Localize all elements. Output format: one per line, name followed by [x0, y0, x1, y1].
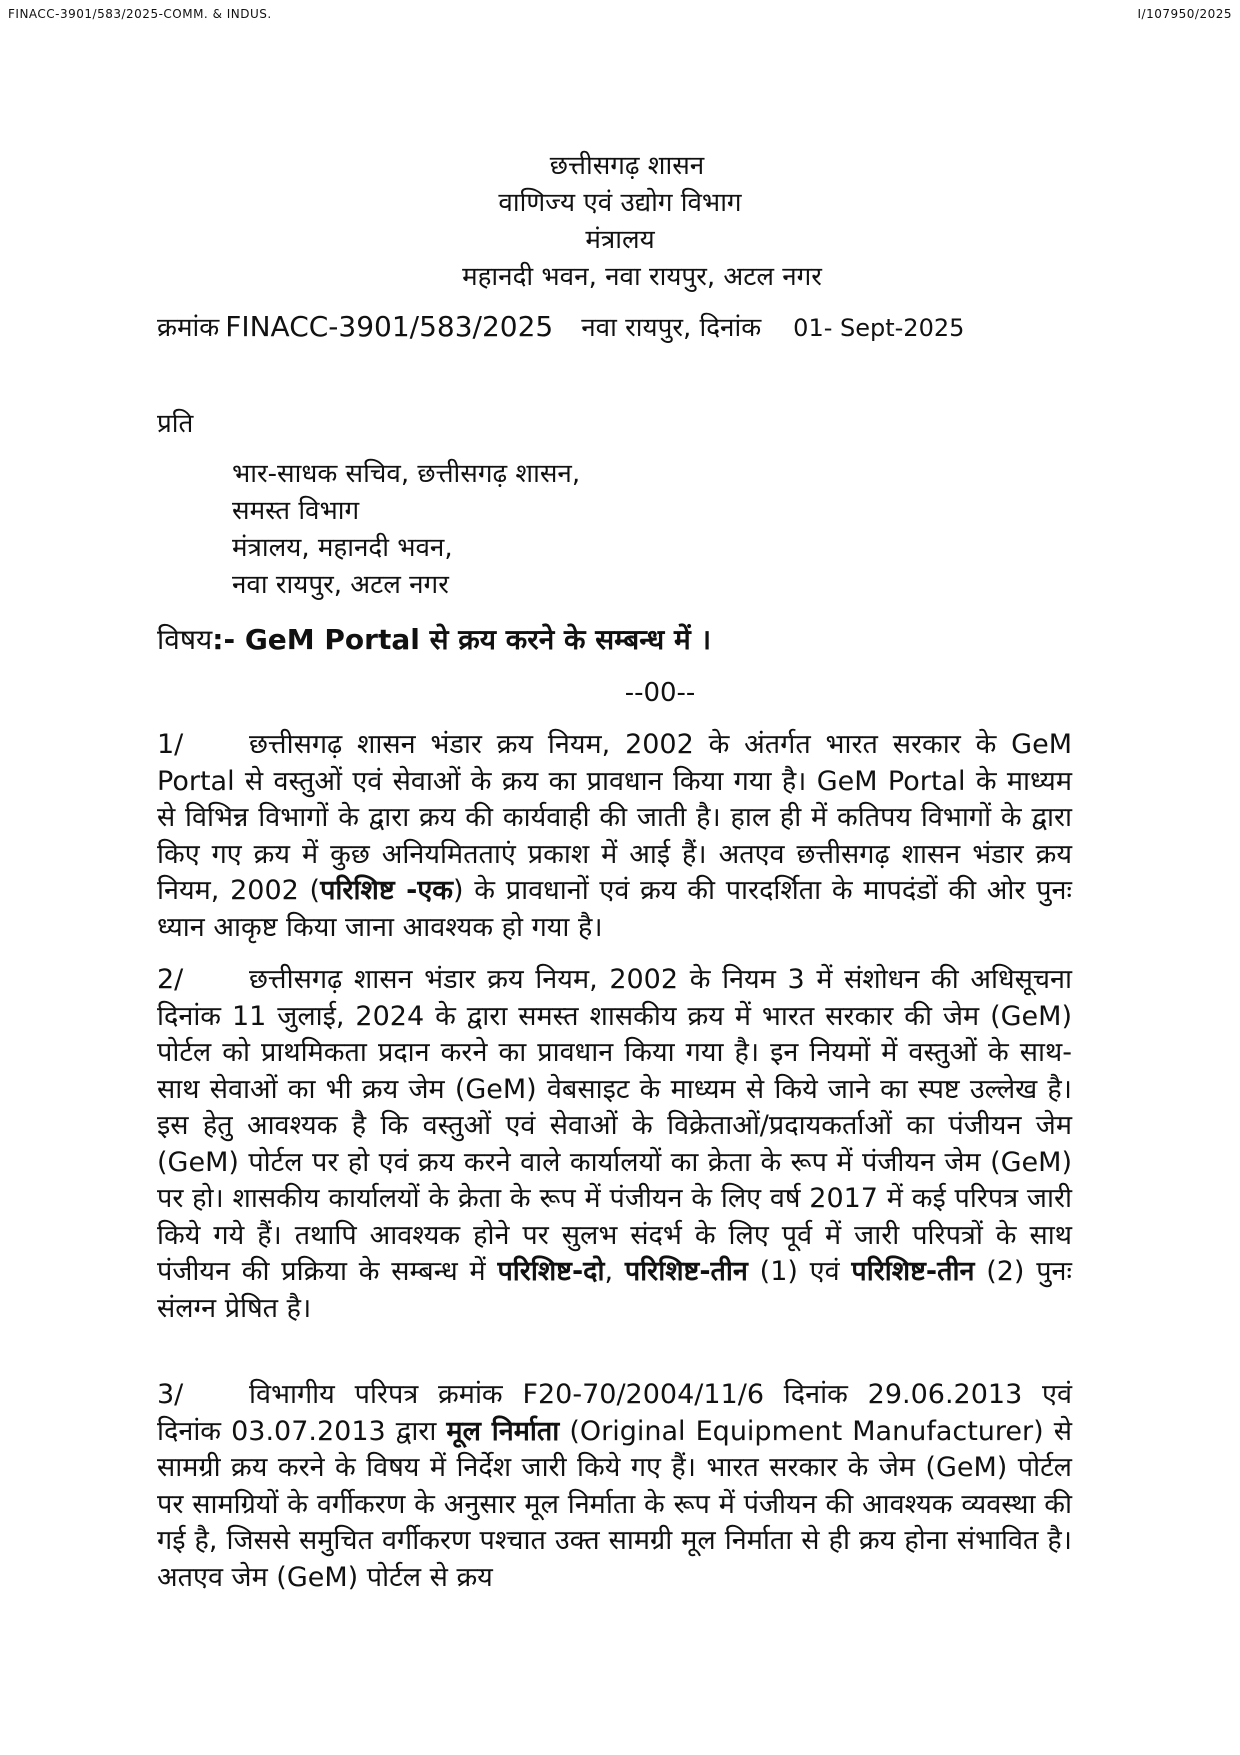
paragraph-number: 1/	[157, 729, 184, 760]
reference-line	[157, 308, 964, 344]
file-reference-right: I/107950/2025	[1137, 7, 1232, 21]
letter-date: 01- Sept-2025	[793, 314, 965, 342]
paragraph-3	[157, 1377, 1072, 1596]
subject-text: :- GeM Portal से क्रय करने के सम्बन्ध में ।	[212, 623, 712, 656]
paragraph-text: छत्तीसगढ़ शासन भंडार क्रय नियम, 2002 के अंतर्गत भारत सरकार के GeM Portal से वस्तुओं एवं सेवाओं के क्रय का प्रावधान किया गया है। GeM Portal के माध्यम से विभिन्न विभागों के द्वारा क्रय की कार्यवाही की जाती है। हाल ही में कतिपय विभागों के द्वारा किए गए क्रय में कुछ अनियमितताएं प्रकाश में आई हैं। अतएव छत्तीसगढ़ शासन भंडार क्रय नियम, 2002 (	[157, 729, 1072, 906]
paragraph-text: (1) एवं	[747, 1256, 852, 1287]
paragraph-2	[157, 962, 1072, 1327]
paragraph-text: ,	[604, 1256, 625, 1287]
annexure-reference: परिशिष्ट-तीन	[851, 1256, 975, 1287]
heading-address: महानदी भवन, नवा रायपुर, अटल नगर	[462, 262, 822, 292]
subject-label: विषय	[157, 623, 213, 656]
paragraph-text: (Original Equipment Manufacturer) से सामग्री क्रय करने के विषय में निर्देश जारी किये गए हैं। भारत सरकार के जेम (GeM) पोर्टल पर सामग्रियों के वर्गीकरण के अनुसार मूल निर्माता के रूप में पंजीयन की आवश्यक व्यवस्था की गई है, जिससे समुचित वर्गीकरण पश्चात उक्त सामग्री मूल निर्माता से ही क्रय होना संभावित है। अतएव जेम (GeM) पोर्टल से क्रय	[157, 1415, 1073, 1593]
recipient-address	[232, 456, 580, 604]
annexure-reference: परिशिष्ट-तीन	[624, 1256, 748, 1287]
paragraph-text: (2) पुनः संलग्न प्रेषित है।	[157, 1256, 1072, 1324]
file-reference-left: FINACC-3901/583/2025-COMM. & INDUS.	[8, 7, 272, 21]
annexure-reference: परिशिष्ट -एक	[320, 875, 454, 906]
paragraph-1	[157, 727, 1072, 946]
separator: --00--	[624, 678, 696, 708]
address-line: नवा रायपुर, अटल नगर	[232, 570, 449, 600]
heading-ministry: मंत्रालय	[585, 225, 655, 255]
paragraph-text: विभागीय परिपत्र क्रमांक F20-70/2004/11/6 दिनांक 29.06.2013 एवं दिनांक 03.07.2013 द्वारा	[157, 1379, 1072, 1447]
subject-line	[157, 620, 711, 658]
paragraph-number: 2/	[157, 964, 184, 995]
paragraph-number: 3/	[157, 1379, 184, 1410]
address-line: भार-साधक सचिव, छत्तीसगढ़ शासन,	[232, 459, 581, 489]
paragraph-text: छत्तीसगढ़ शासन भंडार क्रय नियम, 2002 के नियम 3 में संशोधन की अधिसूचना दिनांक 11 जुलाई, 2024 के द्वारा समस्त शासकीय क्रय में भारत सरकार की जेम (GeM) पोर्टल को प्राथमिकता प्रदान करने का प्रावधान किया गया है। इन नियमों में वस्तुओं के साथ-साथ सेवाओं का भी क्रय जेम (GeM) वेबसाइट के माध्यम से किये जाने का स्पष्ट उल्लेख है। इस हेतु आवश्यक है कि वस्तुओं एवं सेवाओं के विक्रेताओं/प्रदायकर्ताओं का पंजीयन जेम (GeM) पोर्टल पर हो एवं क्रय करने वाले कार्यालयों का क्रेता के रूप में पंजीयन जेम (GeM) पर हो। शासकीय कार्यालयों के क्रेता के रूप में पंजीयन के लिए वर्ष 2017 में कई परिपत्र जारी किये गये हैं। तथापि आवश्यक होने पर सुलभ संदर्भ के लिए पूर्व में जारी परिपत्रों के साथ पंजीयन की प्रक्रिया के सम्बन्ध में	[157, 964, 1072, 1287]
emphasis-original-manufacturer: मूल निर्माता	[446, 1415, 560, 1447]
to-label: प्रति	[157, 409, 194, 439]
heading-department: वाणिज्य एवं उद्योग विभाग	[498, 188, 742, 218]
heading-government: छत्तीसगढ़ शासन	[549, 151, 705, 181]
address-line: मंत्रालय, महानदी भवन,	[232, 533, 453, 563]
annexure-reference: परिशिष्ट-दो	[497, 1256, 605, 1287]
letter-heading	[0, 148, 1240, 296]
place-date-label: नवा रायपुर, दिनांक	[581, 313, 762, 343]
reference-number: FINACC-3901/583/2025	[225, 310, 554, 343]
address-line: समस्त विभाग	[232, 496, 360, 526]
reference-label: क्रमांक	[157, 313, 220, 343]
paragraph-text: ) के प्रावधानों एवं क्रय की पारदर्शिता के मापदंडों की ओर पुनः ध्यान आकृष्ट किया जाना आवश्यक हो गया है।	[157, 875, 1072, 943]
